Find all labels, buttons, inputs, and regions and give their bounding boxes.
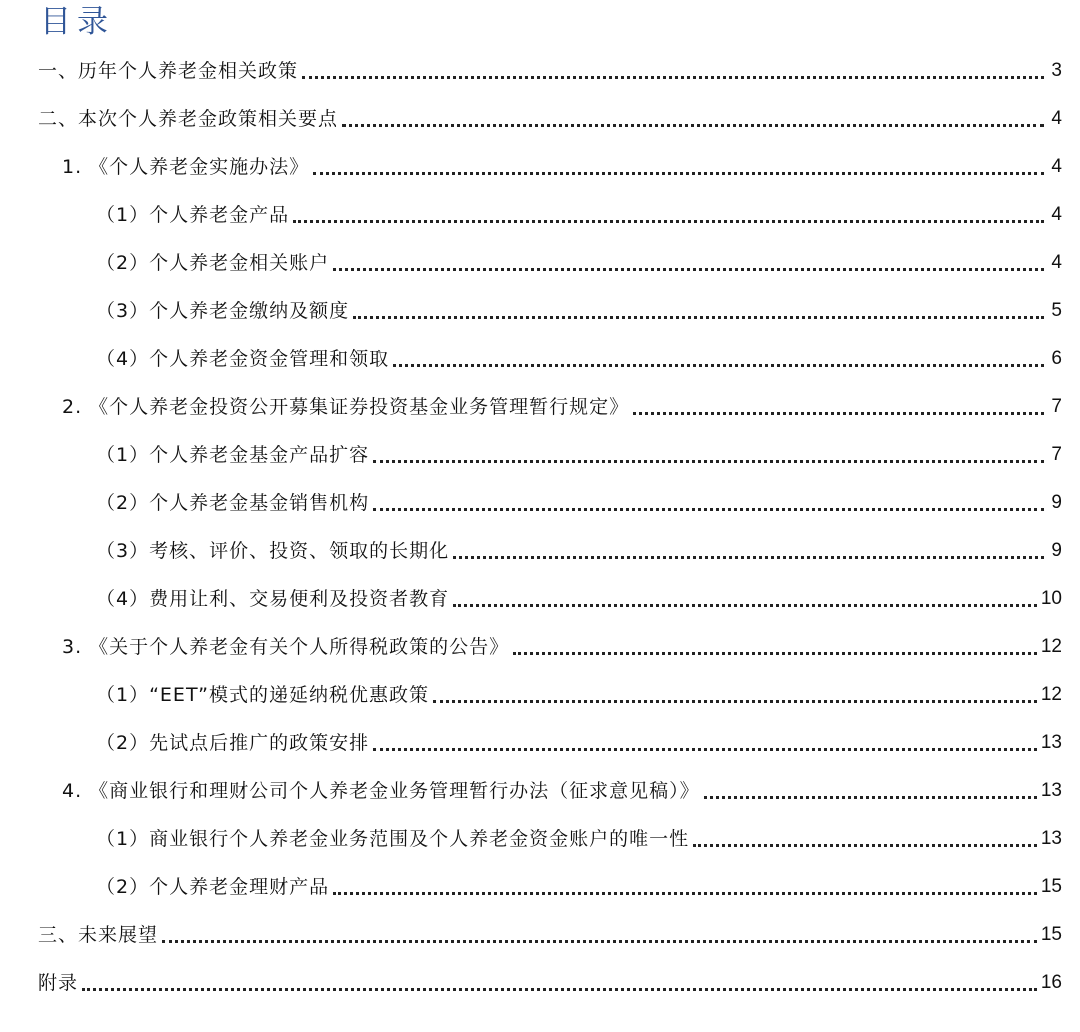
toc-entry-outlook[interactable] [38,918,1062,948]
toc-entry-label: （1）个人养老金基金产品扩容 [96,444,370,466]
toc-page-number: 13 [1040,732,1062,753]
dot-leader [453,593,1037,607]
toc-entry-label: （4）费用让利、交易便利及投资者教育 [96,588,450,610]
dot-leader [293,209,1044,223]
toc-entry-2-2[interactable] [96,486,1062,516]
toc-page-number: 15 [1040,876,1062,897]
toc-entry-label: （2）个人养老金理财产品 [96,876,330,898]
toc-page-number: 4 [1051,252,1062,273]
toc-entry-label: 2. 《个人养老金投资公开募集证券投资基金业务管理暂行规定》 [62,396,630,418]
toc-entry-label: （2）先试点后推广的政策安排 [96,732,370,754]
dot-leader [433,689,1037,703]
toc-page-number: 10 [1040,588,1062,609]
toc-page-number: 13 [1040,828,1062,849]
toc-page-number: 7 [1051,444,1062,465]
toc-entry-label: （1）“EET”模式的递延纳税优惠政策 [96,684,429,706]
toc-entry-section-4[interactable] [62,774,1062,804]
toc-page-number: 15 [1040,924,1062,945]
dot-leader [342,113,1044,127]
toc-page-number: 3 [1051,60,1062,81]
toc-entry-label: （3）个人养老金缴纳及额度 [96,300,350,322]
toc-title: 目录 [40,4,114,40]
dot-leader [704,785,1037,799]
toc-entry-label: 1. 《个人养老金实施办法》 [62,156,310,178]
toc-entry-1-3[interactable] [96,294,1062,324]
toc-entry-label: 三、未来展望 [38,924,159,946]
toc-entry-label: 一、历年个人养老金相关政策 [38,60,299,82]
toc-entry-2-4[interactable] [96,582,1062,612]
toc-page-number: 9 [1051,492,1062,513]
toc-entry-label: （1）商业银行个人养老金业务范围及个人养老金资金账户的唯一性 [96,828,690,850]
toc-entry-section-1[interactable] [62,150,1062,180]
toc-page-number: 16 [1040,972,1062,993]
toc-page-number: 12 [1040,684,1062,705]
toc-entry-1-4[interactable] [96,342,1062,372]
toc-entry-label: （1）个人养老金产品 [96,204,290,226]
dot-leader [633,401,1044,415]
dot-leader [333,257,1044,271]
toc-entry-3-2[interactable] [96,726,1062,756]
dot-leader [82,977,1037,991]
toc-entry-3-1[interactable] [96,678,1062,708]
dot-leader [162,929,1037,943]
toc-page-number: 4 [1051,204,1062,225]
toc-entry-history[interactable] [38,54,1062,84]
toc-entry-2-3[interactable] [96,534,1062,564]
toc-entry-label: 附录 [38,972,79,994]
dot-leader [302,65,1044,79]
toc-entry-label: （2）个人养老金相关账户 [96,252,330,274]
dot-leader [373,497,1044,511]
toc-entry-label: （3）考核、评价、投资、领取的长期化 [96,540,450,562]
dot-leader [393,353,1044,367]
toc-page-number: 6 [1051,348,1062,369]
toc-entry-4-2[interactable] [96,870,1062,900]
toc-page-number: 5 [1051,300,1062,321]
toc-entry-4-1[interactable] [96,822,1062,852]
dot-leader [373,737,1037,751]
toc-page-number: 7 [1051,396,1062,417]
toc-page-number: 9 [1051,540,1062,561]
toc-page-number: 4 [1051,108,1062,129]
toc-page-number: 12 [1040,636,1062,657]
dot-leader [353,305,1044,319]
toc-entry-label: 3. 《关于个人养老金有关个人所得税政策的公告》 [62,636,510,658]
toc-entry-appendix[interactable] [38,966,1062,996]
toc-entry-label: （4）个人养老金资金管理和领取 [96,348,390,370]
toc-entry-1-1[interactable] [96,198,1062,228]
dot-leader [693,833,1037,847]
toc-entry-key-points[interactable] [38,102,1062,132]
toc-entry-section-3[interactable] [62,630,1062,660]
toc-page-number: 4 [1051,156,1062,177]
dot-leader [373,449,1044,463]
dot-leader [453,545,1044,559]
toc-entry-1-2[interactable] [96,246,1062,276]
toc-entry-label: 二、本次个人养老金政策相关要点 [38,108,339,130]
toc-page-number: 13 [1040,780,1062,801]
toc-entry-section-2[interactable] [62,390,1062,420]
toc-entry-label: 4. 《商业银行和理财公司个人养老金业务管理暂行办法（征求意见稿）》 [62,780,700,802]
toc-entry-label: （2）个人养老金基金销售机构 [96,492,370,514]
dot-leader [333,881,1037,895]
toc-entry-2-1[interactable] [96,438,1062,468]
dot-leader [513,641,1037,655]
dot-leader [313,161,1044,175]
